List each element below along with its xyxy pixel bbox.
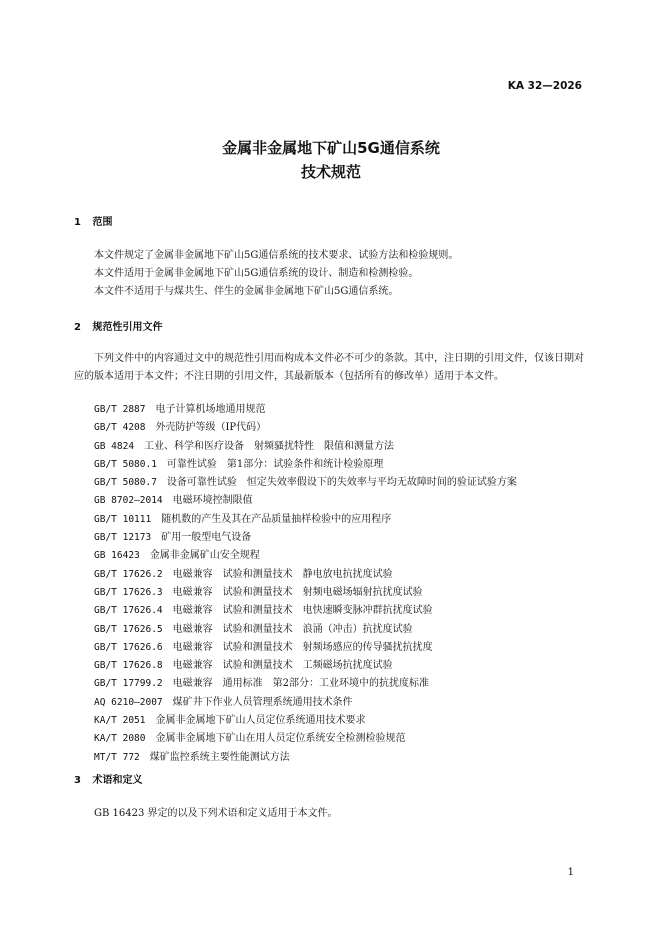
reference-item [94, 675, 517, 693]
reference-item [94, 621, 517, 639]
reference-title: 电子计算机场地通用规范 [155, 404, 266, 415]
reference-title: 矿用一般型电气设备 [161, 532, 252, 544]
reference-code: GB/T 5080.1 [94, 458, 157, 470]
reference-title: 电磁兼容 通用标准 第2部分：工业环境中的抗扰度标准 [172, 678, 430, 690]
reference-code: KA/T 2051 [94, 715, 146, 727]
reference-title: 设备可靠性试验 恒定失效率假设下的失效率与平均无故障时间的验证试验方案 [166, 477, 517, 489]
scope-paragraph-2: 本文件适用于金属非金属地下矿山5G通信系统的设计、制造和检测检验。 [94, 268, 419, 279]
section-title: 术语和定义 [92, 775, 143, 786]
scope-paragraph-1: 本文件规定了金属非金属地下矿山5G通信系统的技术要求、试验方法和检验规则。 [94, 250, 459, 261]
reference-title: 电磁兼容 试验和测量技术 静电放电抗扰度试验 [172, 568, 393, 580]
section-heading-normative-references [74, 318, 162, 333]
reference-list [94, 401, 517, 767]
reference-code: GB 8702—2014 [94, 495, 163, 507]
reference-code: GB/T 4208 [94, 422, 146, 434]
reference-item [94, 639, 517, 657]
reference-item [94, 566, 517, 584]
reference-title: 电磁兼容 试验和测量技术 射频场感应的传导骚扰抗扰度 [172, 641, 433, 653]
reference-title: 电磁兼容 试验和测量技术 浪涌（冲击）抗扰度试验 [172, 623, 413, 635]
document-title [0, 136, 662, 184]
reference-title: 金属非金属地下矿山人员定位系统通用技术要求 [155, 715, 366, 727]
reference-code: MT/T 772 [94, 751, 140, 763]
reference-code: GB/T 17626.4 [94, 605, 163, 617]
reference-title: 金属非金属地下矿山在用人员定位系统安全检测检验规范 [155, 733, 406, 745]
reference-code: GB/T 17799.2 [94, 678, 163, 690]
reference-item [94, 419, 517, 437]
reference-title: 煤矿井下作业人员管理系统通用技术条件 [172, 696, 353, 708]
reference-code: GB 4824 [94, 440, 135, 452]
reference-item [94, 749, 517, 767]
page-number: 1 [567, 867, 574, 878]
reference-code: KA/T 2080 [94, 733, 146, 745]
reference-title: 工业、科学和医疗设备 射频骚扰特性 限值和测量方法 [144, 440, 395, 452]
reference-title: 电磁兼容 试验和测量技术 电快速瞬变脉冲群抗扰度试验 [172, 605, 433, 617]
section-number: 3 [74, 775, 81, 786]
reference-code: GB/T 17626.5 [94, 623, 163, 635]
standard-code: KA 32—2026 [507, 80, 582, 92]
reference-code: GB 16423 [94, 550, 140, 562]
section-heading-terms [74, 771, 142, 786]
terms-intro-paragraph: GB 16423 界定的以及下列术语和定义适用于本文件。 [94, 808, 338, 819]
reference-item [94, 547, 517, 565]
reference-item [94, 492, 517, 510]
reference-code: GB/T 2887 [94, 404, 146, 415]
reference-item [94, 401, 517, 419]
reference-code: GB/T 12173 [94, 532, 152, 544]
normative-intro-text: 下列文件中的内容通过文中的规范性引用而构成本文件必不可少的条款。其中，注日期的引用文件，仅该日期对应的版本适用于本文件；不注日期的引用文件，其最新版本（包括所有的修改单）适用于本文件。 [74, 353, 584, 382]
reference-item [94, 694, 517, 712]
reference-item [94, 511, 517, 529]
reference-code: GB/T 5080.7 [94, 477, 157, 489]
section-heading-scope [74, 213, 112, 228]
section-number: 2 [74, 322, 81, 333]
section-number: 1 [74, 217, 81, 228]
scope-paragraph-3: 本文件不适用于与煤共生、伴生的金属非金属地下矿山5G通信系统。 [94, 286, 399, 297]
section-title: 范围 [92, 217, 113, 228]
reference-code: GB/T 17626.2 [94, 568, 163, 580]
reference-item [94, 456, 517, 474]
reference-item [94, 584, 517, 602]
reference-item [94, 730, 517, 748]
reference-title: 煤矿监控系统主要性能测试方法 [149, 751, 290, 763]
reference-title: 电磁环境控制限值 [172, 495, 253, 507]
reference-item [94, 529, 517, 547]
reference-item [94, 712, 517, 730]
reference-item [94, 657, 517, 675]
reference-code: GB/T 17626.6 [94, 641, 163, 653]
reference-code: GB/T 17626.8 [94, 660, 163, 672]
normative-intro-paragraph [74, 350, 586, 386]
reference-code: GB/T 17626.3 [94, 586, 163, 598]
reference-code: GB/T 10111 [94, 513, 152, 525]
reference-title: 金属非金属矿山安全规程 [149, 550, 260, 562]
reference-title: 随机数的产生及其在产品质量抽样检验中的应用程序 [161, 513, 392, 525]
title-line-1: 金属非金属地下矿山5G通信系统 [222, 139, 440, 157]
reference-code: AQ 6210—2007 [94, 696, 163, 708]
reference-item [94, 602, 517, 620]
title-line-2: 技术规范 [300, 163, 361, 181]
reference-item [94, 474, 517, 492]
section-title: 规范性引用文件 [92, 322, 163, 333]
reference-title: 外壳防护等级（IP代码） [155, 422, 267, 434]
reference-title: 电磁兼容 试验和测量技术 射频电磁场辐射抗扰度试验 [172, 586, 423, 598]
reference-title: 电磁兼容 试验和测量技术 工频磁场抗扰度试验 [172, 660, 393, 672]
reference-item [94, 438, 517, 456]
reference-title: 可靠性试验 第1部分：试验条件和统计检验原理 [166, 458, 384, 470]
